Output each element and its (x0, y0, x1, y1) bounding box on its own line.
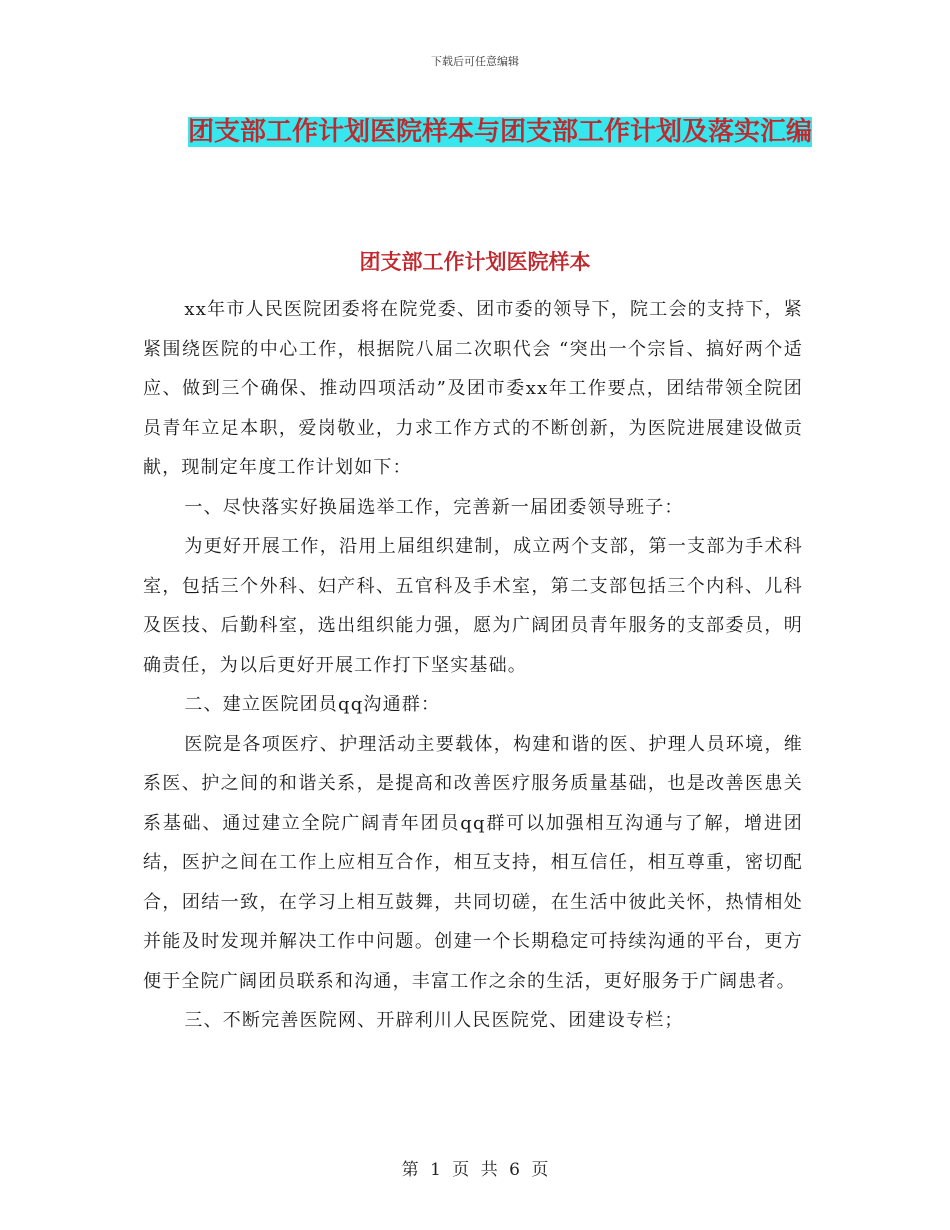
section-title: 团支部工作计划医院样本 (359, 250, 591, 274)
document-title-text: 团支部工作计划医院样本与团支部工作计划及落实汇编 (187, 117, 812, 147)
heading-item-3: 三、不断完善医院网、开辟利川人民医院党、团建设专栏； (184, 1010, 684, 1031)
heading-item-1: 一、尽快落实好换届选举工作，完善新一届团委领导班子： (184, 496, 684, 518)
heading-item-2: 二、建立医院团员qq沟通群： (184, 694, 441, 715)
page-footer: 第 1 页 共 6 页 (401, 1160, 549, 1180)
paragraph-item-2: 医院是各项医疗、护理活动主要载体，构建和谐的医、护理人员环境，维系医、护之间的和谐关系，是提高和改善医疗服务质量基础，也是改善医患关系基础、通过建立全院广阔青年团员qq群可以加强相互沟通与了解，增进团结，医护之间在工作上应相互合作，相互支持，相互信任，相互尊重，密切配合，团结一致，在学习上相互鼓舞，共同切磋，在生活中彼此关怀，热情相处并能及时发现并解决工作中问题。创建一个长期稳定可持续沟通的平台，更方便于全院广阔团员联系和沟通，丰富工作之余的生活，更好服务于广阔患者。 (143, 733, 803, 992)
paragraph-intro: xx年市人民医院团委将在院党委、团市委的领导下，院工会的支持下，紧紧围绕医院的中心工作，根据院八届二次职代会 “突出一个宗旨、搞好两个适应、做到三个确保、推动四项活动”及团市委xx年工作要点，团结带领全院团员青年立足本职，爱岗敬业，力求工作方式的不断创新，为医院进展建设做贡献，现制定年度工作计划如下： (143, 299, 803, 478)
header-note: 下载后可任意编辑 (431, 55, 519, 68)
paragraph-item-1: 为更好开展工作，沿用上届组织建制，成立两个支部，第一支部为手术科室，包括三个外科、妇产科、五官科及手术室，第二支部包括三个内科、儿科及医技、后勤科室，选出组织能力强，愿为广阔团员青年服务的支部委员，明确责任，为以后更好开展工作打下坚实基础。 (143, 536, 803, 676)
document-body (143, 290, 803, 1041)
document-title (150, 110, 850, 154)
